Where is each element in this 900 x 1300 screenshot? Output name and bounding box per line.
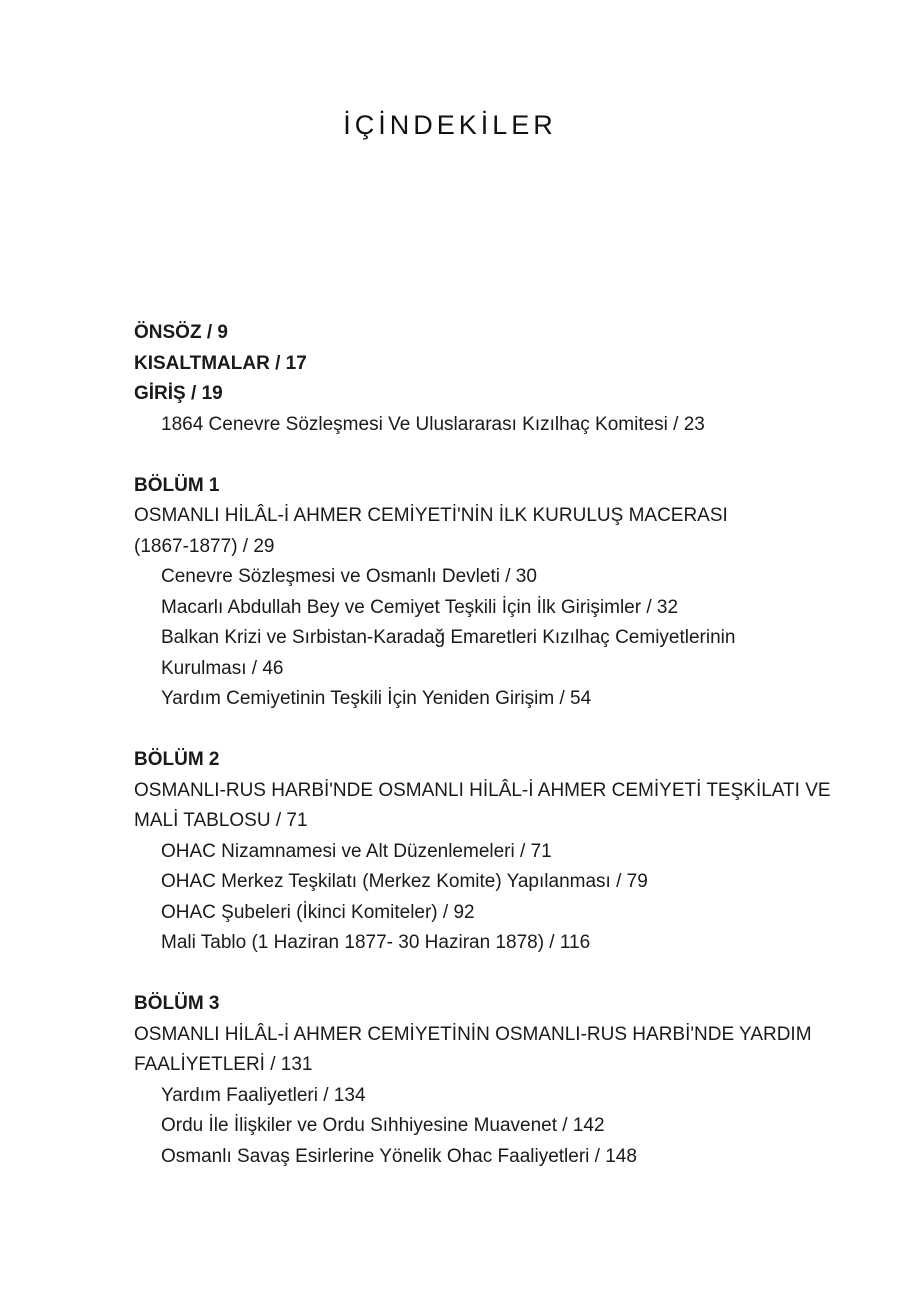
section-gap [134,715,784,746]
chapter-3-title: OSMANLI HİLÂL-İ AHMER CEMİYETİNİN OSMANLI-RUS HARBİ'NDE YARDIM [134,1023,812,1045]
chapter-2-heading: BÖLÜM 2 [134,749,220,770]
toc-entry: Osmanlı Savaş Esirlerine Yönelik Ohac Faaliyetleri / 148 [161,1145,637,1167]
chapter-1-title: (1867-1877) / 29 [134,535,275,557]
section-gap [134,959,784,990]
toc-entry: OHAC Merkez Teşkilatı (Merkez Komite) Yapılanması / 79 [161,871,648,892]
chapter-3-heading: BÖLÜM 3 [134,993,220,1014]
chapter-1-title: OSMANLI HİLÂL-İ AHMER CEMİYETİ'NİN İLK KURULUŞ MACERASI [134,505,728,526]
toc-entry: Cenevre Sözleşmesi ve Osmanlı Devleti / 30 [161,566,537,587]
section-gap [134,440,784,471]
toc-entry: Kurulması / 46 [161,657,284,679]
table-of-contents [134,318,831,1172]
chapter-2-title: MALİ TABLOSU / 71 [134,810,308,831]
toc-front-kisaltmalar: KISALTMALAR / 17 [134,352,307,374]
toc-entry: Balkan Krizi ve Sırbistan-Karadağ Emaretleri Kızılhaç Cemiyetlerinin [161,627,736,648]
page-title: İÇİNDEKİLER [343,110,557,140]
toc-front-onsoz: ÖNSÖZ / 9 [134,322,228,343]
chapter-1-heading: BÖLÜM 1 [134,474,220,496]
toc-front-giris: GİRİŞ / 19 [134,383,223,404]
toc-entry: OHAC Şubeleri (İkinci Komiteler) / 92 [161,901,475,923]
toc-entry: OHAC Nizamnamesi ve Alt Düzenlemeleri / 71 [161,840,552,862]
chapter-3-title: FAALİYETLERİ / 131 [134,1054,313,1075]
toc-entry: Yardım Faaliyetleri / 134 [161,1084,366,1106]
toc-entry: 1864 Cenevre Sözleşmesi Ve Uluslararası Kızılhaç Komitesi / 23 [161,413,705,435]
toc-entry: Macarlı Abdullah Bey ve Cemiyet Teşkili İçin İlk Girişimler / 32 [161,596,679,618]
toc-entry: Yardım Cemiyetinin Teşkili İçin Yeniden Girişim / 54 [161,688,592,709]
chapter-2-title: OSMANLI-RUS HARBİ'NDE OSMANLI HİLÂL-İ AHMER CEMİYETİ TEŞKİLATI VE [134,779,831,801]
toc-entry: Ordu İle İlişkiler ve Ordu Sıhhiyesine Muavenet / 142 [161,1115,605,1136]
toc-entry: Mali Tablo (1 Haziran 1877- 30 Haziran 1878) / 116 [161,932,591,953]
